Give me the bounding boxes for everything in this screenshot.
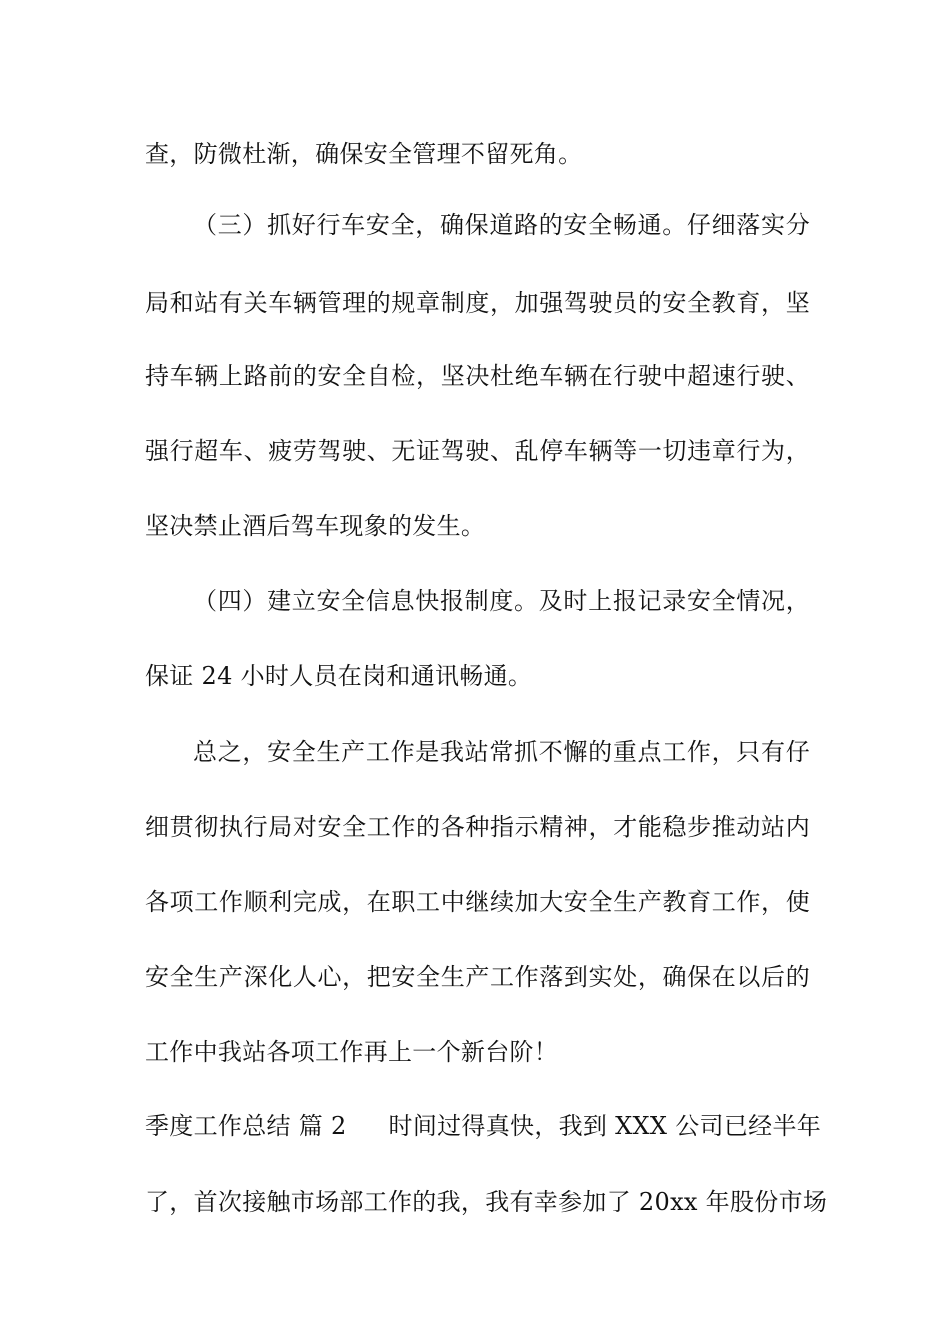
paragraph-line: （三）抓好行车安全，确保道路的安全畅通。仔细落实分 (193, 211, 810, 239)
paragraph-line: 持车辆上路前的安全自检，坚决杜绝车辆在行驶中超速行驶、 (145, 362, 810, 390)
paragraph-line: 各项工作顺利完成，在职工中继续加大安全生产教育工作，使 (145, 888, 810, 916)
section-heading: 季度工作总结 篇 2 (145, 1112, 347, 1140)
paragraph-line: 保证 24 小时人员在岗和通讯畅通。 (145, 662, 533, 690)
section-heading-line (145, 1111, 822, 1141)
paragraph-line: 总之，安全生产工作是我站常抓不懈的重点工作，只有仔 (193, 738, 810, 766)
paragraph-line: （四）建立安全信息快报制度。及时上报记录安全情况， (193, 587, 810, 615)
paragraph-line: 安全生产深化人心，把安全生产工作落到实处，确保在以后的 (145, 963, 810, 991)
section-heading-rest: 时间过得真快，我到 XXX 公司已经半年 (388, 1112, 822, 1140)
paragraph-line: 工作中我站各项工作再上一个新台阶！ (145, 1038, 559, 1066)
paragraph-line: 强行超车、疲劳驾驶、无证驾驶、乱停车辆等一切违章行为， (145, 437, 810, 465)
paragraph-line: 局和站有关车辆管理的规章制度，加强驾驶员的安全教育，坚 (145, 289, 810, 317)
paragraph-line: 了，首次接触市场部工作的我，我有幸参加了 20xx 年股份市场 (145, 1188, 828, 1216)
paragraph-line: 细贯彻执行局对安全工作的各种指示精神，才能稳步推动站内 (145, 813, 810, 841)
paragraph-line: 坚决禁止酒后驾车现象的发生。 (145, 512, 486, 540)
paragraph-line: 查，防微杜渐，确保安全管理不留死角。 (145, 140, 583, 168)
